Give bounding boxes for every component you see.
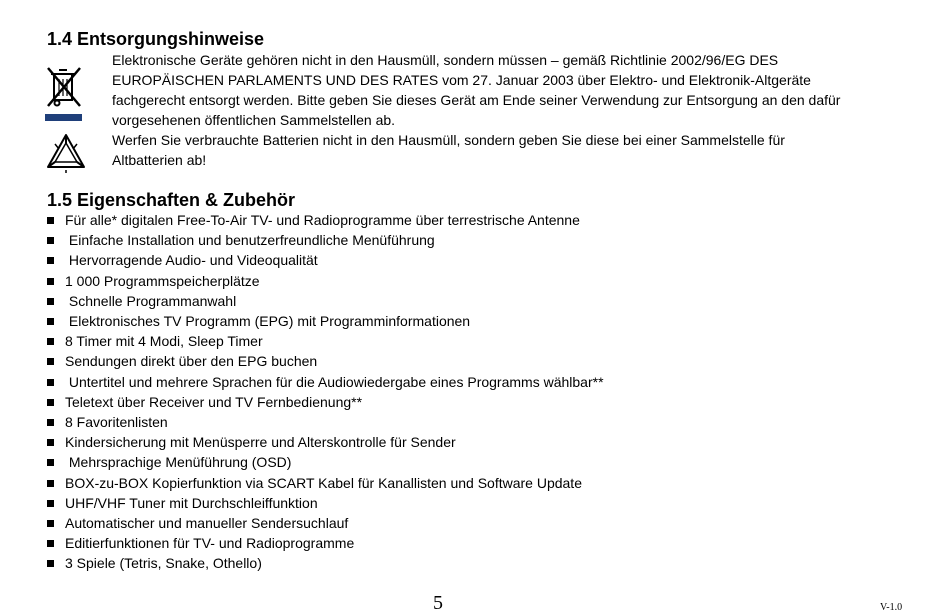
list-item bbox=[47, 250, 604, 270]
disposal-line: fachgerecht entsorgt werden. Bitte geben Sie dieses Gerät am Ende seiner Verwendung zur Entsorgung an den dafür bbox=[112, 92, 841, 108]
heading-features: 1.5 Eigenschaften & Zubehör bbox=[47, 190, 296, 210]
bullet-square-icon bbox=[47, 419, 54, 426]
bullet-square-icon bbox=[47, 560, 54, 567]
list-item bbox=[47, 311, 604, 331]
disposal-line: vorgesehenen öffentlichen Sammelstellen ab. bbox=[112, 112, 396, 128]
feature-text: Sendungen direkt über den EPG buchen bbox=[65, 353, 318, 370]
feature-text: Mehrsprachige Menüführung (OSD) bbox=[65, 454, 292, 471]
feature-text: Teletext über Receiver und TV Fernbedienung** bbox=[65, 393, 363, 410]
bullet-square-icon bbox=[47, 298, 54, 305]
feature-text: UHF/VHF Tuner mit Durchschleiffunktion bbox=[65, 494, 318, 511]
list-item bbox=[47, 513, 604, 533]
feature-list bbox=[47, 210, 604, 574]
bullet-square-icon bbox=[47, 338, 54, 345]
battery-line: Werfen Sie verbrauchte Batterien nicht in den Hausmüll, sondern geben Sie diese bei einer Sammelstelle für bbox=[112, 132, 785, 148]
feature-text: Untertitel und mehrere Sprachen für die Audiowiedergabe eines Programms wählbar** bbox=[65, 373, 604, 390]
bullet-square-icon bbox=[47, 480, 54, 487]
feature-text: 3 Spiele (Tetris, Snake, Othello) bbox=[65, 555, 262, 572]
bullet-square-icon bbox=[47, 237, 54, 244]
bullet-square-icon bbox=[47, 439, 54, 446]
feature-text: Automatischer und manueller Sendersuchlauf bbox=[65, 515, 349, 532]
list-item bbox=[47, 473, 604, 493]
battery-line: Altbatterien ab! bbox=[112, 152, 207, 168]
disposal-paragraph bbox=[112, 50, 872, 130]
bullet-square-icon bbox=[47, 358, 54, 365]
crossed-out-bin-icon bbox=[45, 64, 83, 108]
list-item bbox=[47, 230, 604, 250]
feature-text: Kindersicherung mit Menüsperre und Alterskontrolle für Sender bbox=[65, 434, 456, 451]
feature-text: 1 000 Programmspeicherplätze bbox=[65, 272, 260, 289]
list-item bbox=[47, 210, 604, 230]
bullet-square-icon bbox=[47, 318, 54, 325]
bullet-square-icon bbox=[47, 500, 54, 507]
list-item bbox=[47, 412, 604, 432]
bullet-square-icon bbox=[47, 520, 54, 527]
disposal-line: EUROPÄISCHEN PARLAMENTS UND DES RATES vom 27. Januar 2003 über Elektro- und Elektronik-Altgeräte bbox=[112, 72, 811, 88]
feature-text: BOX-zu-BOX Kopierfunktion via SCART Kabel für Kanallisten und Software Update bbox=[65, 474, 582, 491]
bullet-square-icon bbox=[47, 278, 54, 285]
feature-text: Schnelle Programmanwahl bbox=[65, 292, 237, 309]
feature-text: Für alle* digitalen Free-To-Air TV- und Radioprogramme über terrestrische Antenne bbox=[65, 212, 580, 228]
version-label: V-1.0 bbox=[880, 602, 903, 613]
list-item bbox=[47, 432, 604, 452]
feature-text: Elektronisches TV Programm (EPG) mit Programminformationen bbox=[65, 313, 471, 330]
disposal-line: Elektronische Geräte gehören nicht in den Hausmüll, sondern müssen – gemäß Richtlinie 2002/96/EG DES bbox=[112, 52, 779, 68]
list-item bbox=[47, 493, 604, 513]
feature-text: Einfache Installation und benutzerfreundliche Menüführung bbox=[65, 232, 435, 249]
bullet-square-icon bbox=[47, 379, 54, 386]
page-number: 5 bbox=[433, 592, 443, 614]
list-item bbox=[47, 392, 604, 412]
feature-text: Editierfunktionen für TV- und Radioprogramme bbox=[65, 535, 355, 552]
feature-text: 8 Favoritenlisten bbox=[65, 414, 168, 431]
heading-disposal: 1.4 Entsorgungshinweise bbox=[47, 29, 265, 49]
bullet-square-icon bbox=[47, 540, 54, 547]
bullet-square-icon bbox=[47, 399, 54, 406]
bullet-square-icon bbox=[47, 217, 54, 224]
list-item bbox=[47, 533, 604, 553]
list-item bbox=[47, 291, 604, 311]
bullet-square-icon bbox=[47, 257, 54, 264]
battery-paragraph bbox=[112, 130, 872, 170]
bullet-square-icon bbox=[47, 459, 54, 466]
feature-text: Hervorragende Audio- und Videoqualität bbox=[65, 252, 318, 269]
list-item bbox=[47, 452, 604, 472]
list-item bbox=[47, 271, 604, 291]
list-item bbox=[47, 351, 604, 371]
list-item bbox=[47, 372, 604, 392]
list-item bbox=[47, 331, 604, 351]
recycle-icon bbox=[45, 132, 87, 174]
bar-icon bbox=[45, 114, 82, 121]
feature-text: 8 Timer mit 4 Modi, Sleep Timer bbox=[65, 333, 263, 350]
list-item bbox=[47, 553, 604, 573]
